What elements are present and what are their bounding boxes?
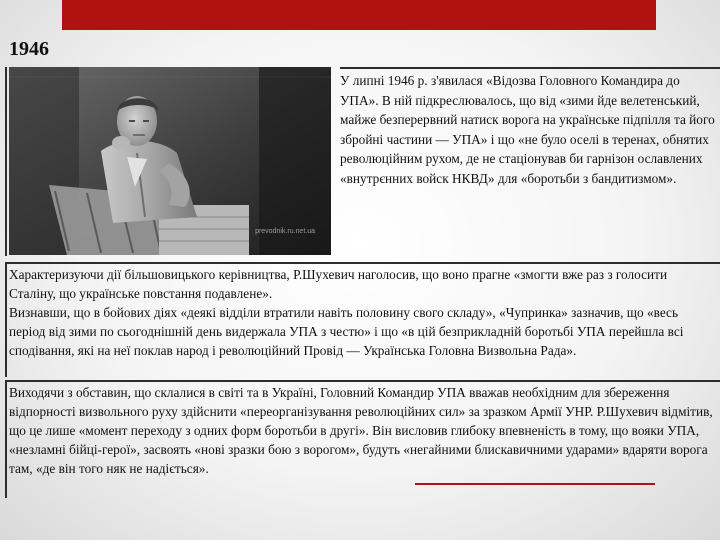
block-one-frame-left-line: [5, 262, 7, 377]
photo-frame-left-line: [5, 67, 7, 256]
upa-honor-paragraph: Визнавши, що в бойових діях «деякі відділи втратили навіть половину свого складу», «Чупринка» зазначив, що «весь період від зими по сьогоднішній день видержала УПА з честю» і що «в цій безприкладній боротьбі УПА перейшла всі сподівання, які на неї поклав народ і революційний Провід — Українська Головна Визвольна Рада».: [9, 305, 684, 358]
slide-title: 1946: [9, 38, 49, 60]
shukhevych-quote-paragraph: Характеризуючи дії більшовицького керівництва, Р.Шухевич наголосив, що воно прагне «змогти вже раз з голосити Сталіну, що українське повстання подавлене».: [9, 267, 668, 301]
block-two-frame-top-line: [5, 380, 720, 382]
main-text-block: [9, 265, 713, 360]
block-one-frame-top-line: [5, 262, 720, 264]
intro-frame-top-line: [340, 67, 720, 69]
bottom-red-rule: [415, 483, 655, 485]
block-two-frame-left-line: [5, 380, 7, 498]
intro-paragraph: У липні 1946 р. з'явилася «Відозва Головного Командира до УПА». В ній підкреслювалось, що від «зими йде велетенський, майже безперервний натиск ворога на українське підпілля та його збройні частини — УПА» і що «не було оселі в теренах, обнятих революційним рухом, де не стаціонував би гарнізон ославлених «внутрєнних войск НКВД» для «боротьби з бандитизмом».: [340, 73, 715, 186]
title-accent-bar: [62, 0, 656, 30]
reorganization-paragraph: Виходячи з обставин, що склалися в світі та в Україні, Головний Командир УПА вважав необхідним для збереження відпорності визвольного руху здійснити «переорганізування революційних сил» за зразком Армії УНР. Р.Шухевич відмітив, що це лише «момент переходу з одних форм боротьби в другі». Він висловив глибоку впевненість в тому, що вояки УПА, «незламні бійці-герої», засвоять «нові зразки бою з ворогом», будуть «негайними блискавичними ударами» вдаряти ворога там, «де він того няк не надіється».: [9, 385, 713, 476]
photo-image: [9, 67, 331, 255]
photo-watermark: prevodnik.ru.net.ua: [255, 228, 315, 235]
historical-photo: [9, 67, 331, 255]
